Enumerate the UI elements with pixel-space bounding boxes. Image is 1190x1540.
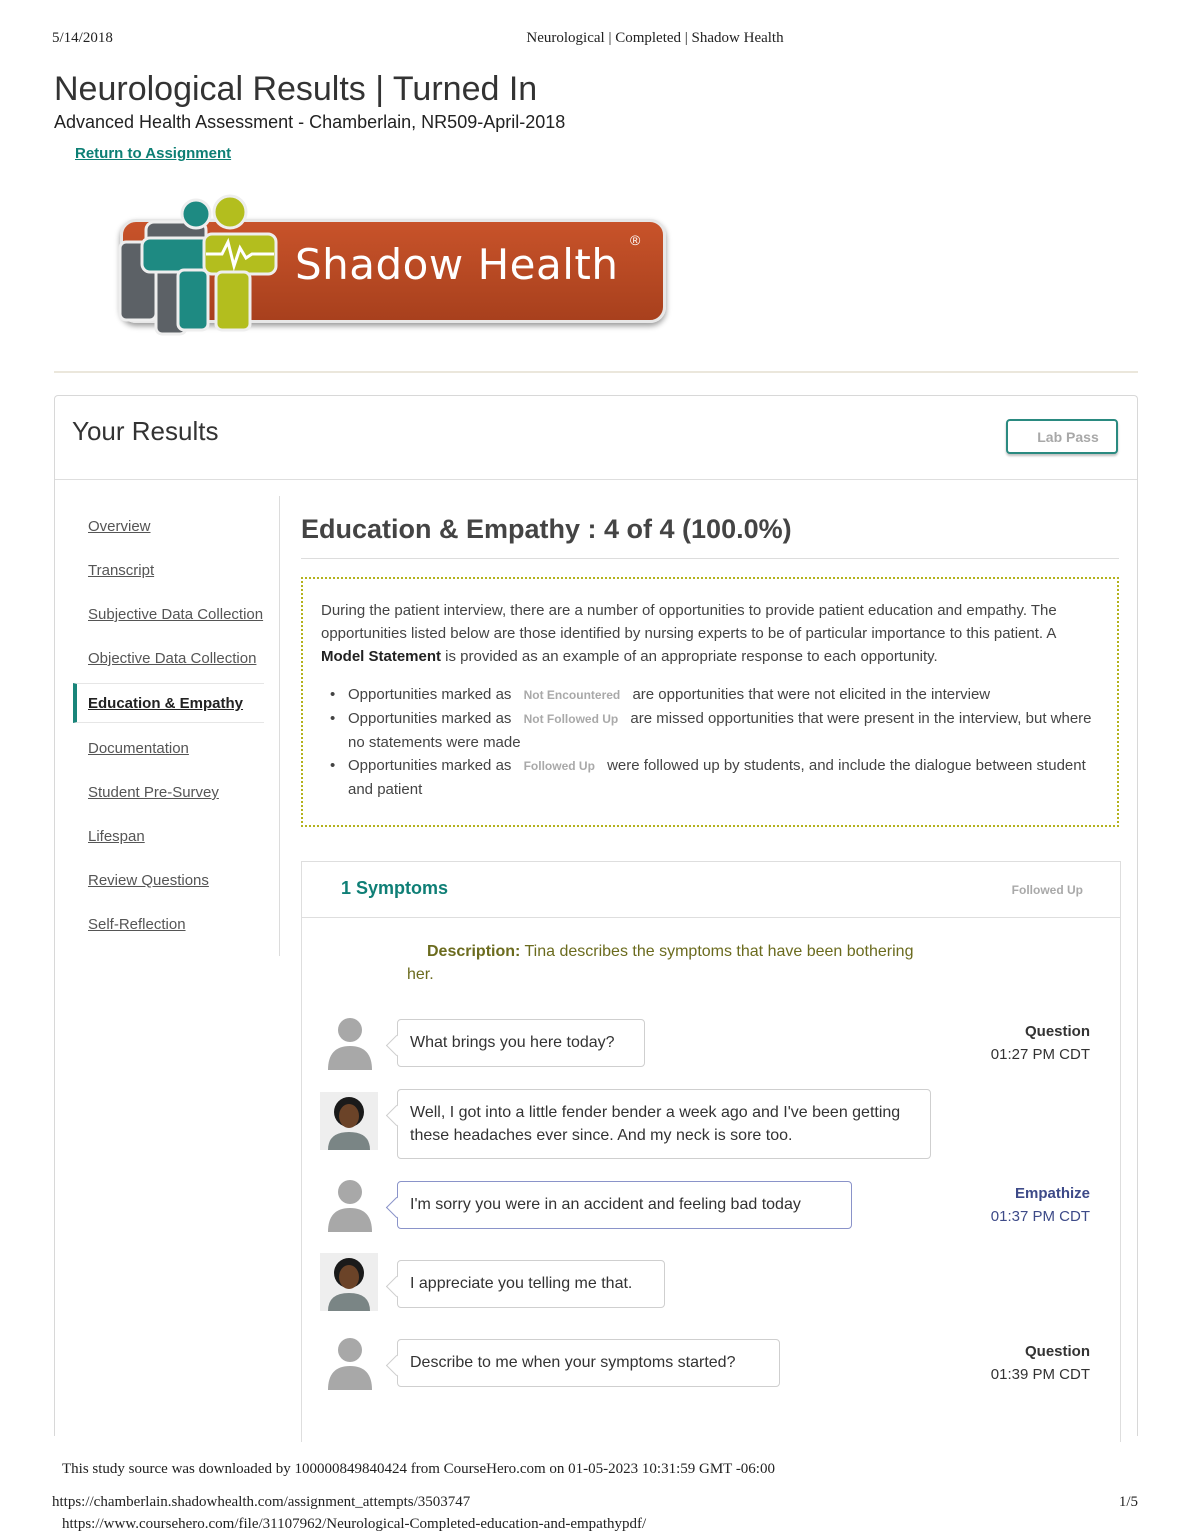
status-badge: Not Followed Up bbox=[523, 712, 619, 726]
section-title: Education & Empathy : 4 of 4 (100.0%) bbox=[301, 514, 792, 544]
student-avatar-icon bbox=[322, 1012, 380, 1070]
download-source-line: This study source was downloaded by 100000849840424 from CourseHero.com on 01-05-2023 10:31:59 GMT -06:00 bbox=[62, 1461, 775, 1477]
print-url: https://chamberlain.shadowhealth.com/assignment_attempts/3503747 bbox=[52, 1494, 471, 1510]
bullet-text: are opportunities that were not elicited in the interview bbox=[632, 686, 991, 703]
sidebar-item-lifespan[interactable]: Lifespan bbox=[88, 828, 145, 845]
bullet-text: are missed opportunities that were present in the interview, but where no statements were made bbox=[348, 710, 1092, 751]
message-kind: Empathize bbox=[1014, 1185, 1090, 1202]
sidebar-item-self-reflection[interactable]: Self-Reflection bbox=[88, 916, 186, 933]
print-date: 5/14/2018 bbox=[52, 30, 113, 46]
legend-list bbox=[348, 683, 1098, 801]
card-title: 1 Symptoms bbox=[341, 878, 449, 898]
print-page-number: 1/5 bbox=[1118, 1494, 1138, 1510]
status-badge: Followed Up bbox=[523, 759, 595, 773]
message-bubble: I'm sorry you were in an accident and feeling bad today bbox=[397, 1181, 852, 1229]
page-title: Neurological Results | Turned In bbox=[54, 70, 538, 108]
message-kind: Question bbox=[1024, 1023, 1090, 1040]
message-meta bbox=[991, 1182, 1090, 1228]
results-panel bbox=[54, 395, 1138, 1436]
logo-figure-icon bbox=[112, 192, 292, 342]
patient-avatar-icon bbox=[320, 1092, 378, 1150]
message-bubble: What brings you here today? bbox=[397, 1019, 645, 1067]
sidebar-item-review-questions[interactable]: Review Questions bbox=[88, 872, 209, 889]
bullet-prefix: Opportunities marked as bbox=[348, 710, 512, 727]
intro-bold: Model Statement bbox=[321, 648, 442, 665]
message-meta bbox=[991, 1020, 1090, 1066]
intro-text: During the patient interview, there are a number of opportunities to provide patient education and empathy. The opportunities listed below are those identified by nursing experts to be of particular importance to this patient. A bbox=[321, 602, 1057, 642]
section-divider bbox=[301, 558, 1119, 559]
message-time: 01:27 PM CDT bbox=[990, 1046, 1090, 1063]
bullet-prefix: Opportunities marked as bbox=[348, 686, 512, 703]
logo-text: Shadow Health bbox=[295, 240, 619, 289]
sidebar-item-objective-data-collection[interactable]: Objective Data Collection bbox=[88, 650, 257, 667]
message-kind: Question bbox=[1024, 1343, 1090, 1360]
sidebar-item-overview[interactable]: Overview bbox=[88, 518, 151, 535]
status-badge: Not Encountered bbox=[523, 688, 621, 702]
results-header bbox=[55, 396, 1137, 480]
logo-registered-mark: ® bbox=[630, 232, 641, 248]
bullet-prefix: Opportunities marked as bbox=[348, 757, 512, 774]
student-avatar-icon bbox=[322, 1332, 380, 1390]
sidebar-item-transcript[interactable]: Transcript bbox=[88, 562, 155, 579]
return-to-assignment-link[interactable]: Return to Assignment bbox=[75, 145, 232, 162]
shadow-health-logo bbox=[112, 192, 672, 342]
message-bubble: Well, I got into a little fender bender a week ago and I've been getting these headaches ever since. And my neck is sore too. bbox=[397, 1089, 931, 1159]
results-title: Your Results bbox=[72, 416, 219, 446]
card-description bbox=[407, 940, 927, 986]
description-text: Tina describes the symptoms that have been bothering her. bbox=[407, 943, 914, 983]
opportunity-card bbox=[301, 861, 1121, 1442]
print-title: Neurological | Completed | Shadow Health bbox=[526, 30, 784, 46]
intro-text-end: is provided as an example of an appropriate response to each opportunity. bbox=[441, 648, 938, 665]
message-time: 01:39 PM CDT bbox=[990, 1366, 1090, 1383]
status-badge: Followed Up bbox=[1011, 883, 1083, 897]
file-url: https://www.coursehero.com/file/31107962/Neurological-Completed-education-and-empathypdf/ bbox=[62, 1516, 647, 1532]
intro-paragraph bbox=[321, 599, 1091, 668]
sidebar-item-documentation[interactable]: Documentation bbox=[88, 740, 189, 757]
page-subtitle: Advanced Health Assessment - Chamberlain, NR509-April-2018 bbox=[54, 112, 566, 132]
sidebar-item-education-empathy[interactable]: Education & Empathy bbox=[73, 683, 264, 723]
bullet-text: were followed up by students, and include the dialogue between student and patient bbox=[348, 757, 1086, 798]
sidebar-item-subjective-data-collection[interactable]: Subjective Data Collection bbox=[88, 606, 264, 623]
list-item bbox=[348, 683, 1098, 707]
list-item bbox=[348, 707, 1098, 754]
lab-pass-button[interactable]: Lab Pass bbox=[1006, 419, 1118, 454]
card-header bbox=[302, 862, 1120, 918]
list-item bbox=[348, 754, 1098, 801]
info-box bbox=[301, 577, 1119, 827]
message-bubble: I appreciate you telling me that. bbox=[397, 1260, 665, 1308]
sidebar-item-student-pre-survey[interactable]: Student Pre-Survey bbox=[88, 784, 219, 801]
student-avatar-icon bbox=[322, 1174, 380, 1232]
header-divider bbox=[54, 371, 1138, 373]
description-label: Description: bbox=[427, 943, 521, 960]
results-sidebar bbox=[73, 496, 280, 956]
patient-avatar-icon bbox=[320, 1253, 378, 1311]
message-bubble: Describe to me when your symptoms started? bbox=[397, 1339, 780, 1387]
message-meta bbox=[991, 1340, 1090, 1386]
message-time: 01:37 PM CDT bbox=[990, 1208, 1090, 1225]
